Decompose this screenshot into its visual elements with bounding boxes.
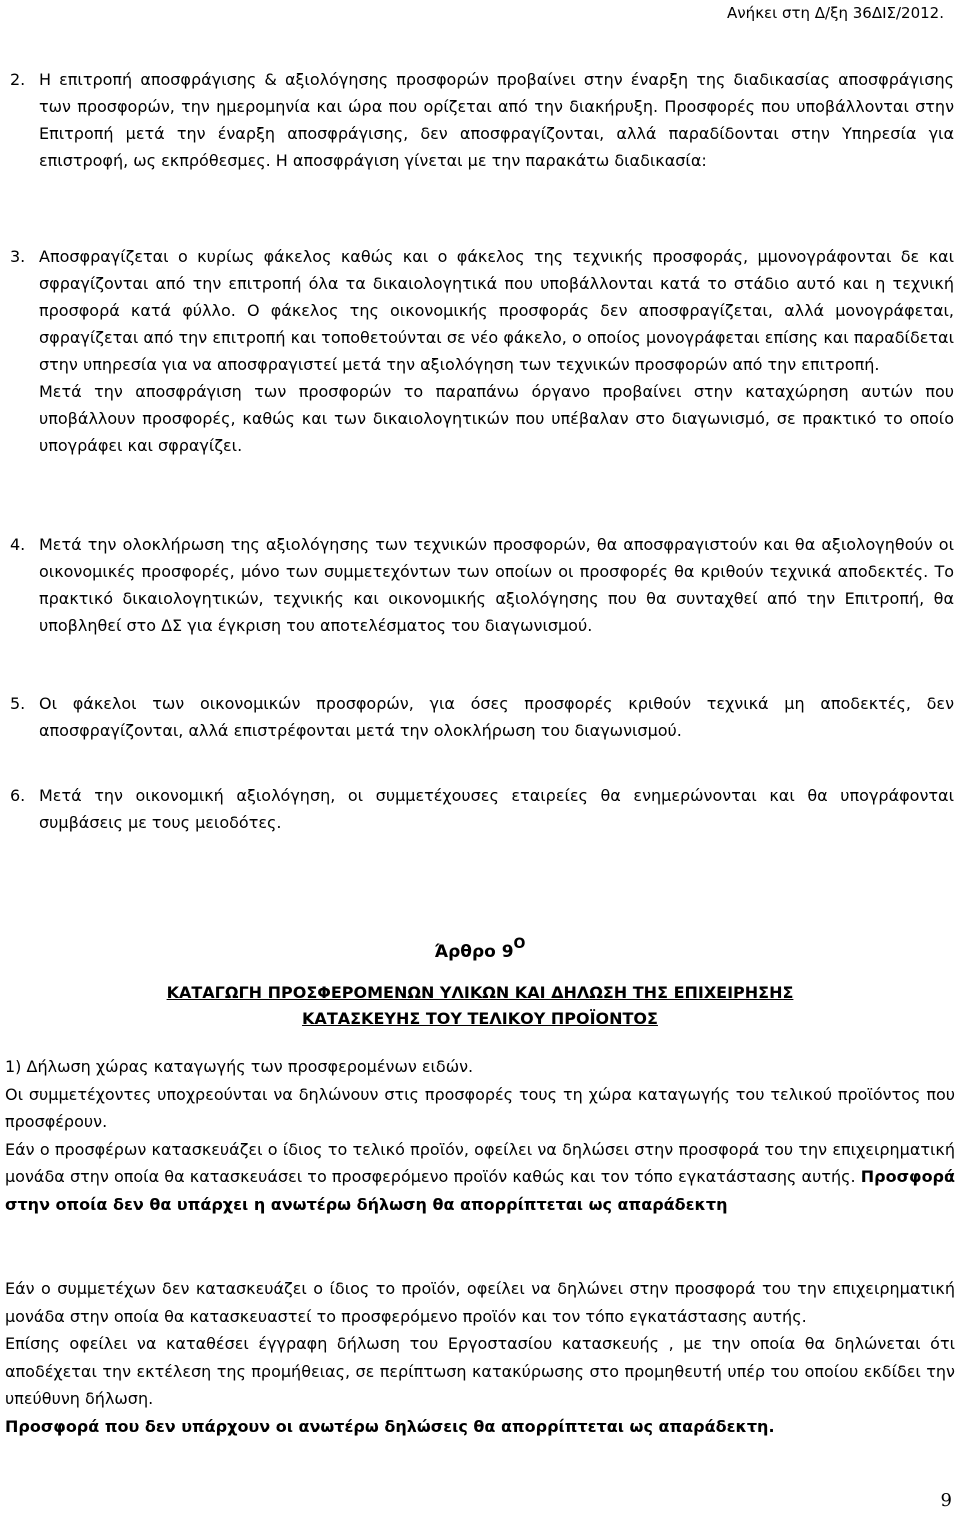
item-text: Αποσφραγίζεται ο κυρίως φάκελος καθώς και ο φάκελος της τεχνικής προσφοράς, μμονογράφονται δε και σφραγίζονται από την επιτροπή όλα τα δικαιολογητικά που υποβάλλονται κατά το στάδιο αυτό και η τεχνική προσφορά κατά φύλλο. Ο φάκελος της οικονομικής προσφοράς δεν αποσφραγίζεται, αλλά μονογράφεται, σφραγίζεται από την επιτροπή και τοποθετούνται σε νέο φάκελο, ο οποίος μονογράφεται επίσης και παραδίδεται στην υπηρεσία για να αποσφραγιστεί μετά την αξιολόγηση των τεχνικών προσφορών από την επιτροπή. — [39, 247, 954, 374]
item-number: 6. — [10, 786, 26, 805]
bold-final-rejection-note: Προσφορά που δεν υπάρχουν οι ανωτέρω δηλώσεις θα απορρίπτεται ως απαράδεκτη. — [5, 1416, 775, 1436]
item-number: 5. — [10, 694, 26, 713]
paragraph-third-party-manufacture: Εάν ο συμμετέχων δεν κατασκευάζει ο ίδιος το προϊόν, οφείλει να δηλώνει στην προσφορά του την επιχειρηματική μονάδα στην οποία θα κατασκευαστεί το προσφερόμενο προϊόν και τον τόπο εγκατάστασης αυτής. — [5, 1279, 955, 1326]
item-text-continued: Μετά την αποσφράγιση των προσφορών το παραπάνω όργανο προβαίνει στην καταχώρηση αυτών που υποβάλλουν προσφορές, καθώς και των δικαιολογητικών που υπέβαλαν στο διαγωνισμό, σε πρακτικό το οποίο υπογράφει και σφραγίζει. — [39, 382, 954, 455]
bold-rejection-note: Προσφορά στην οποία δεν θα υπάρχει η ανωτέρω δήλωση θα απορρίπτεται ως απαράδεκτη — [5, 1167, 955, 1214]
section-1 — [5, 1053, 955, 1218]
paragraph-own-manufacture — [5, 1136, 955, 1219]
article-title-text: Άρθρο 9 — [434, 942, 514, 962]
list-item-4 — [10, 531, 954, 639]
section-heading-line-2: ΚΑΤΑΣΚΕΥΗΣ ΤΟΥ ΤΕΛΙΚΟΥ ΠΡΟΪΟΝΤΟΣ — [302, 1009, 658, 1028]
paragraph-factory-declaration: Επίσης οφείλει να καταθέσει έγγραφη δήλωση του Εργοστασίου κατασκευής , με την οποία θα δηλώνεται ότι αποδέχεται την εκτέλεση της προμήθειας, σε περίπτωση κατακύρωσης στο προμηθευτή υπέρ του οποίου εκδίδει την υπεύθυνη δήλωση. — [5, 1334, 955, 1408]
article-title — [0, 936, 960, 962]
section-2 — [5, 1275, 955, 1440]
list-item-6 — [10, 782, 954, 836]
paragraph-origin-requirement: Οι συμμετέχοντες υποχρεούνται να δηλώνουν στις προσφορές τους τη χώρα καταγωγής του τελικού προϊόντος που προσφέρουν. — [5, 1084, 955, 1131]
page-number: 9 — [940, 1490, 952, 1511]
paragraph-origin-heading: 1) Δήλωση χώρας καταγωγής των προσφερομένων ειδών. — [5, 1057, 474, 1076]
article-title-superscript: Ο — [513, 936, 526, 952]
item-text: Μετά την ολοκλήρωση της αξιολόγησης των τεχνικών προσφορών, θα αποσφραγιστούν και θα αξιολογηθούν οι οικονομικές προσφορές, μόνο των συμμετεχόντων των οποίων οι προσφορές θα κριθούν τεχνικά αποδεκτές. Το πρακτικό δικαιολογητικών, τεχνικής και οικονομικής αξιολόγησης που θα συνταχθεί από την Επιτροπή, θα υποβληθεί στο ΔΣ για έγκριση του αποτελέσματος του διαγωνισμού. — [39, 535, 954, 635]
list-item-2 — [10, 66, 954, 174]
item-text: Η επιτροπή αποσφράγισης & αξιολόγησης προσφορών προβαίνει στην έναρξη της διαδικασίας αποσφράγισης των προσφορών, την ημερομηνία και ώρα που ορίζεται από την διακήρυξη. Προσφορές που υποβάλλονται στην Επιτροπή μετά την έναρξη αποσφράγισης, δεν αποσφραγίζονται, αλλά παραδίδονται στην Υπηρεσία για επιστροφή, ως εκπρόθεσμες. Η αποσφράγιση γίνεται με την παρακάτω διαδικασία: — [39, 70, 954, 170]
item-number: 2. — [10, 70, 26, 89]
header-note: Ανήκει στη Δ/ξη 36ΔΙΣ/2012. — [727, 4, 944, 22]
section-heading-line-1: ΚΑΤΑΓΩΓΗ ΠΡΟΣΦΕΡΟΜΕΝΩΝ ΥΛΙΚΩΝ ΚΑΙ ΔΗΛΩΣΗ ΤΗΣ ΕΠΙΧΕΙΡΗΣΗΣ — [166, 983, 794, 1002]
list-item-5 — [10, 690, 954, 744]
item-number: 4. — [10, 535, 26, 554]
item-text: Οι φάκελοι των οικονομικών προσφορών, για όσες προσφορές κριθούν τεχνικά μη αποδεκτές, δεν αποσφραγίζονται, αλλά επιστρέφονται μετά την ολοκλήρωση του διαγωνισμού. — [39, 694, 954, 740]
item-number: 3. — [10, 247, 26, 266]
list-item-3 — [10, 243, 954, 459]
item-text: Μετά την οικονομική αξιολόγηση, οι συμμετέχουσες εταιρείες θα ενημερώνονται και θα υπογράφονται συμβάσεις με τους μειοδότες. — [39, 786, 954, 832]
section-heading — [0, 980, 960, 1032]
paragraph-text: Εάν ο προσφέρων κατασκευάζει ο ίδιος το τελικό προϊόν, οφείλει να δηλώσει στην προσφορά του την επιχειρηματική μονάδα στην οποία θα κατασκευάσει το προσφερόμενο προϊόν καθώς και τον τόπο εγκατάστασης αυτής. — [5, 1139, 955, 1186]
